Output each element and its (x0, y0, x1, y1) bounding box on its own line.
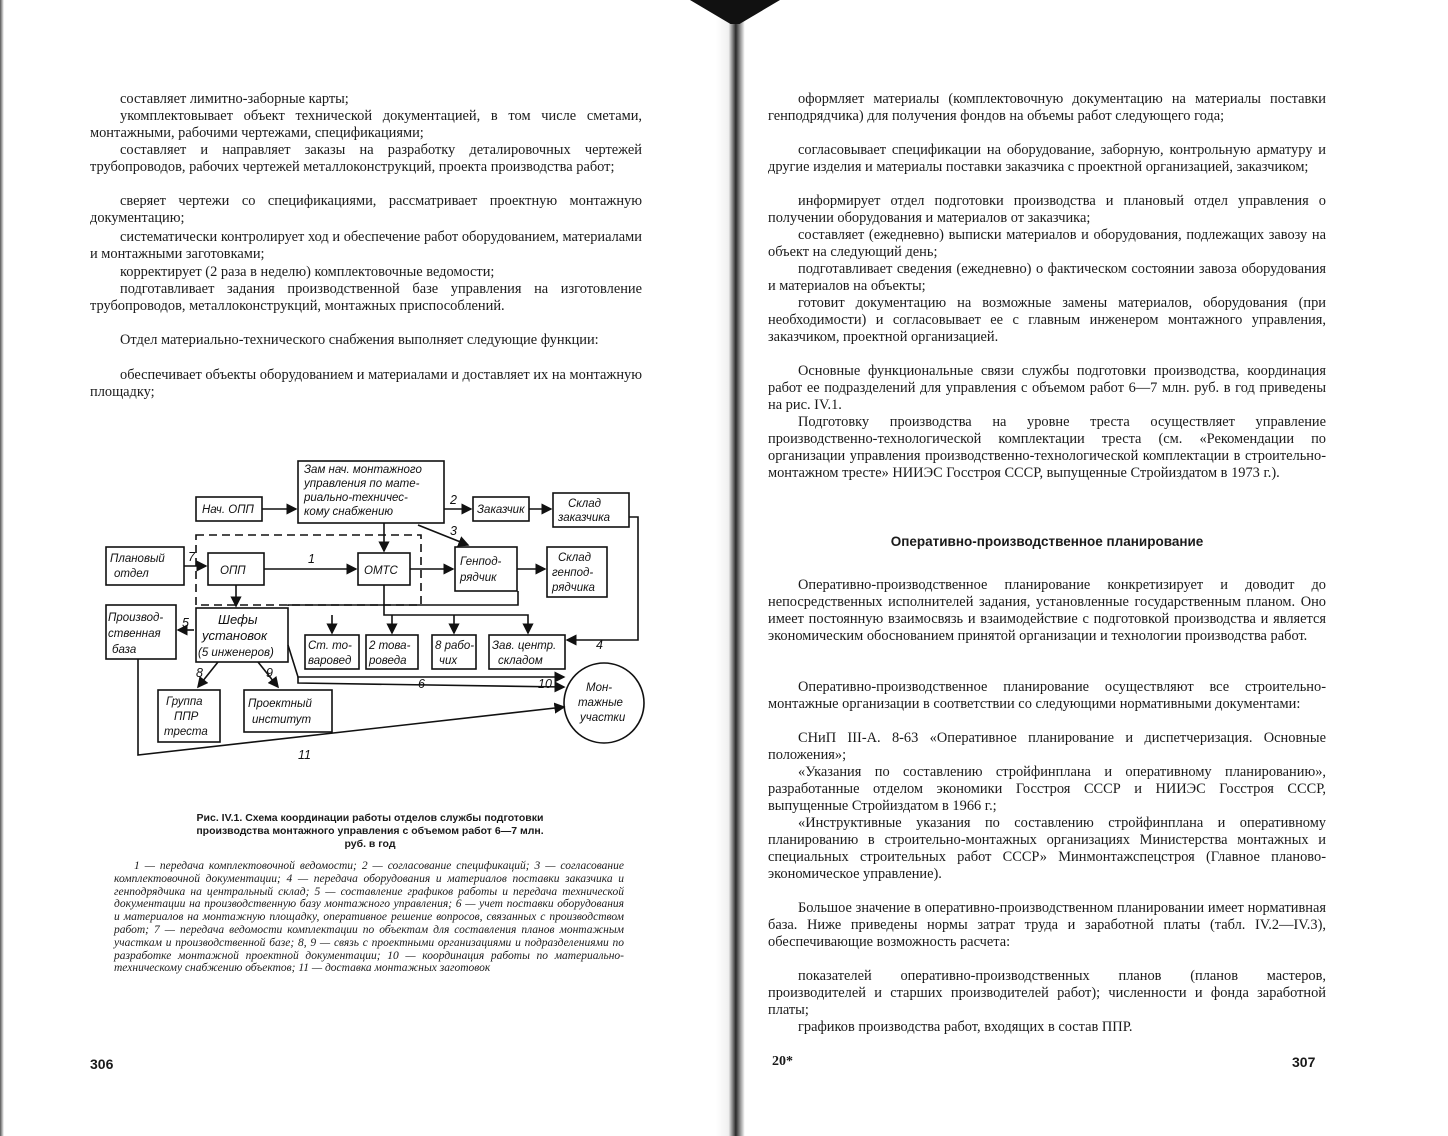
label-tovaroveda-1: 2 това- (369, 640, 411, 652)
label-montazh-uchastki-1: Мон- (586, 682, 613, 694)
label-sklad-zakazchika-1: Склад (568, 498, 601, 510)
left-paragraph-6: корректирует (2 раза в неделю) комплектовочные ведомости; (120, 264, 495, 280)
link-number-8: 8 (196, 666, 203, 680)
label-genpodryadchik-1: Генпод- (460, 556, 502, 568)
right-paragraph-9: Оперативно-производственное планирование конкретизирует и доводит до непосредственных исполнителей задания, установленные государственным планом. Оно имеет постоянную взаимосвязь и взаимодействие с подготовкой производства и является экономическим обоснованием принятой организации и технологии производства работ. (768, 577, 1326, 644)
label-zav-sklad-2: складом (498, 655, 543, 667)
label-opp: ОПП (220, 565, 246, 577)
right-paragraph-13: «Инструктивные указания по составлению стройфинплана и оперативному планированию в строительно-монтажных организациях Министерства монтажных и специальных строительных работ СССР» Минмонтажспецстроя (Главное планово-экономическое управление). (768, 815, 1326, 882)
section-title: Оперативно-производственное планирование (890, 534, 1204, 549)
link-number-10: 10 (538, 677, 552, 691)
label-planovyi-2: отдел (114, 568, 149, 580)
page-number-right: 307 (1292, 1054, 1316, 1070)
label-rabochih-2: чих (439, 655, 458, 667)
left-page (0, 0, 722, 1136)
label-montazh-uchastki-3: участки (580, 712, 626, 724)
right-paragraph-4: составляет (ежедневно) выписки материалов и оборудования, подлежащих завозу на объект на следующий день; (768, 227, 1326, 260)
label-gruppa-ppr-2: ППР (174, 711, 199, 723)
label-shefy-2: установок (202, 628, 268, 643)
label-omts: ОМТС (364, 565, 398, 577)
box-genpodryadchik (455, 547, 517, 591)
label-sklad-genpod-3: рядчика (552, 582, 595, 594)
right-paragraph-8: Подготовку производства на уровне треста осуществляет управление производственно-технологической комплектации треста (см. «Рекомендации по организации управления производственно-технологической комплектации в строительно-монтажном тресте» НИИЭС Госстроя СССР, выпущенные Стройиздатом в 1973 г.). (768, 414, 1326, 481)
label-genpodryadchik-2: рядчик (460, 572, 497, 584)
right-paragraph-15: показателей оперативно-производственных планов (планов мастеров, производителей и старших производителей работ); численности и фонда заработной платы; (768, 968, 1326, 1018)
figure-caption-line-3: руб. в год (344, 838, 396, 850)
label-shefy-1: Шефы (218, 612, 258, 627)
right-paragraph-16: графиков производства работ, входящих в состав ППР. (798, 1019, 1133, 1035)
left-paragraph-4: сверяет чертежи со спецификациями, рассматривает проектную монтажную документацию; (90, 193, 642, 226)
left-paragraph-9: обеспечивает объекты оборудованием и материалами и доставляет их на монтажную площадку; (90, 367, 642, 400)
link-number-6: 6 (418, 677, 425, 691)
label-planovyi-1: Плановый (110, 553, 165, 565)
label-sklad-zakazchika-2: заказчика (558, 512, 611, 524)
page-number-left: 306 (90, 1056, 114, 1072)
right-paragraph-2: согласовывает спецификации на оборудование, заборную, контрольную арматуру и другие изделия и материалы поставки заказчика с проектной организацией, заказчиком; (768, 142, 1326, 175)
label-shefy-3: (5 инженеров) (198, 647, 274, 659)
right-paragraph-10: Оперативно-производственное планирование осуществляют все строительно-монтажные организации в соответствии со следующими нормативными документами: (768, 679, 1326, 712)
label-proizv-baza-2: ственная (108, 628, 161, 640)
figure-legend: 1 — передача комплектовочной ведомости; 2 — согласование спецификаций; 3 — согласование комплектовочной документации; 4 — передача оборудования и материалов поставки заказчика и генподрядчика на центральный склад; 5 — составление графиков работы и передача технической документации на производственную базу монтажного управления; 6 — учет поставки оборудования и материалов на монтажную площадку, оперативное решение вопросов, связанных с производством работ; 7 — передача ведомости комплектации по объектам для составления планов монтажным участкам и производственной базе; 8, 9 — связь с проектными организациями и подразделениями по разработке монтажной проектной документации; 10 — координация работы по материально-техническому снабжению объектов; 11 — доставка монтажных заготовок (114, 860, 624, 975)
left-paragraph-8: Отдел материально-технического снабжения выполняет следующие функции: (120, 332, 599, 348)
signature-mark: 20* (772, 1054, 793, 1069)
right-paragraph-3: информирует отдел подготовки производства и плановый отдел управления о получении оборудования и материалов от заказчика; (768, 193, 1326, 226)
label-zakazchik: Заказчик (477, 504, 525, 516)
left-paragraph-3: составляет и направляет заказы на разработку деталировочных чертежей трубопроводов, рабочих чертежей металлоконструкций, проекта производства работ; (90, 142, 642, 175)
label-tovaroveda-2: роведа (369, 655, 407, 667)
label-sklad-genpod-1: Склад (558, 552, 591, 564)
left-paragraph-5: систематически контролирует ход и обеспечение работ оборудованием, материалами и монтажными заготовками; (90, 229, 642, 262)
right-paragraph-5: подготавливает сведения (ежедневно) о фактическом состоянии завоза оборудования и материалов на объекты; (768, 261, 1326, 294)
right-page (722, 0, 1448, 1136)
label-sklad-genpod-2: генпод- (552, 567, 594, 579)
right-paragraph-7: Основные функциональные связи службы подготовки производства, координация работ ее подразделений для управления с объемом работ 6—7 млн. руб. в год приведены на рис. IV.1. (768, 363, 1326, 413)
label-montazh-uchastki-2: тажные (578, 697, 623, 709)
label-proekt-institut-1: Проектный (248, 698, 312, 710)
left-paragraph-1: составляет лимитно-заборные карты; (120, 91, 349, 107)
label-zav-sklad-1: Зав. центр. (492, 640, 557, 652)
label-proizv-baza-1: Производ- (108, 612, 164, 624)
figure-caption-line-1: Рис. IV.1. Схема координации работы отделов службы подготовки (196, 812, 544, 824)
coordination-diagram (98, 455, 658, 775)
label-nach-opp: Нач. ОПП (202, 504, 254, 516)
label-zam-nach-3: риально-техничес- (304, 492, 408, 504)
link-number-1: 1 (308, 552, 315, 566)
label-gruppa-ppr-1: Группа (166, 696, 203, 708)
label-zam-nach-2: управления по мате- (304, 478, 420, 490)
link-number-11: 11 (298, 748, 311, 762)
label-zam-nach-4: кому снабжению (304, 506, 394, 518)
link-number-5: 5 (182, 616, 189, 630)
link-number-9: 9 (266, 666, 273, 680)
label-proekt-institut-2: институт (252, 714, 312, 726)
left-paragraph-7: подготавливает задания производственной базе управления на изготовление трубопроводов, металлоконструкций, монтажных приспособлений. (90, 281, 642, 314)
right-paragraph-6: готовит документацию на возможные замены материалов, оборудования (при необходимости) и согласовывает ее с главным инженером монтажного управления, заказчиком, проектной организацией. (768, 295, 1326, 345)
right-paragraph-1: оформляет материалы (комплектовочную документацию на материалы поставки генподрядчика) для получения фондов на объемы работ следующего года; (768, 91, 1326, 124)
label-zam-nach-1: Зам нач. монтажного (304, 464, 422, 476)
label-st-tovaroved-2: варовед (308, 655, 352, 667)
link-number-4: 4 (596, 638, 603, 652)
label-rabochih-1: 8 рабо- (435, 640, 475, 652)
right-paragraph-14: Большое значение в оперативно-производственном планировании имеет нормативная база. Ниже приведены нормы затрат труда и заработной платы (табл. IV.2—IV.3), обеспечивающие возможность расчета: (768, 900, 1326, 950)
link-number-2: 2 (450, 493, 457, 507)
link-number-3: 3 (450, 524, 457, 538)
label-gruppa-ppr-3: треста (164, 726, 208, 738)
right-paragraph-11: СНиП III-А. 8-63 «Оперативное планирование и диспетчеризация. Основные положения»; (768, 730, 1326, 763)
left-paragraph-2: укомплектовывает объект технической документацией, в том числе сметами, монтажными, рабочими чертежами, спецификациями; (90, 108, 642, 141)
right-paragraph-12: «Указания по составлению стройфинплана и оперативному планированию», разработанные отделом экономики Госстроя СССР и НИИЭС Госстроя СССР, выпущенные Стройиздатом в 1966 г.; (768, 764, 1326, 814)
label-proizv-baza-3: база (112, 644, 137, 656)
link-number-7: 7 (188, 550, 195, 564)
figure-caption-line-2: производства монтажного управления с объемом работ 6—7 млн. (196, 825, 544, 837)
label-st-tovaroved-1: Ст. то- (308, 640, 352, 652)
